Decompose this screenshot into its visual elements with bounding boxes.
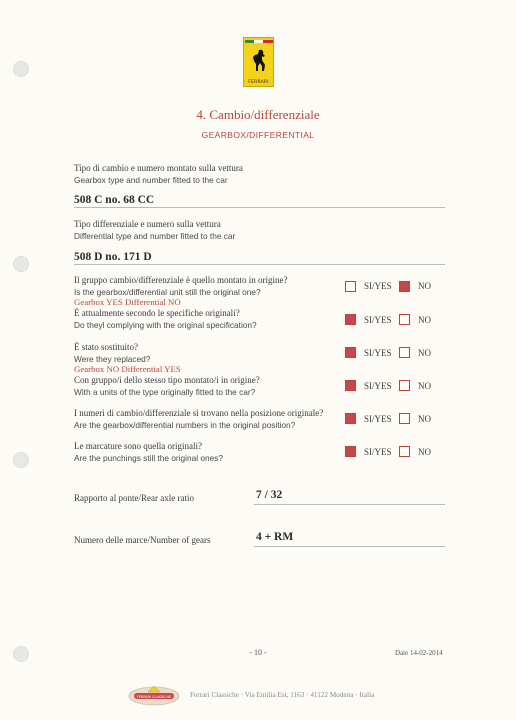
gearbox-answer: 508 C no. 68 CC bbox=[74, 194, 155, 206]
differential-question-en: Differential type and number fitted to the car bbox=[74, 231, 236, 241]
check5-yes-checkbox[interactable] bbox=[345, 413, 356, 424]
gearbox-question-it: Tipo di cambio e numero montato sulla vettura bbox=[74, 163, 243, 173]
handwritten-note: Gearbox YES Differential NO bbox=[74, 297, 181, 307]
page-number: - 10 - bbox=[249, 648, 267, 657]
check4-no-label: NO bbox=[418, 381, 431, 391]
check5-no-checkbox[interactable] bbox=[399, 413, 410, 424]
punch-hole bbox=[13, 452, 29, 468]
svg-text:FERRARI CLASSICHE: FERRARI CLASSICHE bbox=[136, 694, 172, 699]
check2-question-en: Do theyl complying with the original specification? bbox=[74, 320, 257, 330]
check4-yes-label: SI/YES bbox=[364, 381, 392, 391]
footer-address: Ferrari Classiche · Via Emilia Est, 1163 · 41122 Modena · Italia bbox=[190, 691, 375, 699]
gears-value: 4 + RM bbox=[256, 531, 294, 543]
check6-yes-checkbox[interactable] bbox=[345, 446, 356, 457]
check6-yes-label: SI/YES bbox=[364, 447, 392, 457]
check4-yes-checkbox[interactable] bbox=[345, 380, 356, 391]
check3-yes-label: SI/YES bbox=[364, 348, 392, 358]
check4-question-it: Con gruppo/i dello stesso tipo montato/i in origine? bbox=[74, 375, 260, 385]
check5-yes-label: SI/YES bbox=[364, 414, 392, 424]
check2-yes-checkbox[interactable] bbox=[345, 314, 356, 325]
gears-label: Numero delle marce/Number of gears bbox=[74, 535, 211, 545]
prancing-horse-icon bbox=[250, 48, 269, 74]
check5-question-it: I numeri di cambio/differenziale si trovano nella posizione originale? bbox=[74, 408, 324, 418]
divider bbox=[74, 264, 445, 265]
check3-question-en: Were they replaced? bbox=[74, 354, 151, 364]
check1-question-en: Is the gearbox/differential unit still the original one? bbox=[74, 287, 261, 297]
check5-question-en: Are the gearbox/differential numbers in the original position? bbox=[74, 420, 296, 430]
check1-question-it: Il gruppo cambio/differenziale è quello montato in origine? bbox=[74, 275, 288, 285]
differential-question-it: Tipo differenziale e numero sulla vettura bbox=[74, 219, 221, 229]
check4-question-en: With a units of the type originally fitted to the car? bbox=[74, 387, 256, 397]
differential-answer: 508 D no. 171 D bbox=[74, 251, 152, 263]
check1-no-label: NO bbox=[418, 281, 431, 291]
check1-yes-checkbox[interactable] bbox=[345, 281, 356, 292]
check3-yes-checkbox[interactable] bbox=[345, 347, 356, 358]
check3-no-checkbox[interactable] bbox=[399, 347, 410, 358]
check2-no-label: NO bbox=[418, 315, 431, 325]
check2-no-checkbox[interactable] bbox=[399, 314, 410, 325]
check6-question-en: Are the punchings still the original ones? bbox=[74, 453, 223, 463]
check3-no-label: NO bbox=[418, 348, 431, 358]
section-title: 4. Cambio/differenziale bbox=[196, 107, 320, 122]
ferrari-logo bbox=[243, 37, 274, 87]
divider bbox=[254, 546, 445, 547]
rear-axle-label: Rapporto al ponte/Rear axle ratio bbox=[74, 493, 194, 503]
gearbox-question-en: Gearbox type and number fitted to the car bbox=[74, 175, 228, 185]
check5-no-label: NO bbox=[418, 414, 431, 424]
check2-question-it: È attualmente secondo le specifiche originali? bbox=[74, 308, 240, 318]
check4-no-checkbox[interactable] bbox=[399, 380, 410, 391]
check2-yes-label: SI/YES bbox=[364, 315, 392, 325]
check6-question-it: Le marcature sono quella originali? bbox=[74, 441, 202, 451]
check6-no-checkbox[interactable] bbox=[399, 446, 410, 457]
ferrari-classiche-logo bbox=[128, 683, 180, 707]
section-subtitle: GEARBOX/DIFFERENTIAL bbox=[201, 130, 315, 140]
divider bbox=[74, 207, 445, 208]
check6-no-label: NO bbox=[418, 447, 431, 457]
divider bbox=[254, 504, 445, 505]
punch-hole bbox=[13, 61, 29, 77]
check1-yes-label: SI/YES bbox=[364, 281, 392, 291]
check3-question-it: È stato sostituito? bbox=[74, 342, 138, 352]
punch-hole bbox=[13, 256, 29, 272]
handwritten-note: Gearbox NO Differential YES bbox=[74, 364, 181, 374]
check1-no-checkbox[interactable] bbox=[399, 281, 410, 292]
document-date: Date 14-02-2014 bbox=[395, 649, 443, 657]
logo-text: FERRARI bbox=[248, 80, 269, 85]
rear-axle-value: 7 / 32 bbox=[256, 489, 283, 501]
